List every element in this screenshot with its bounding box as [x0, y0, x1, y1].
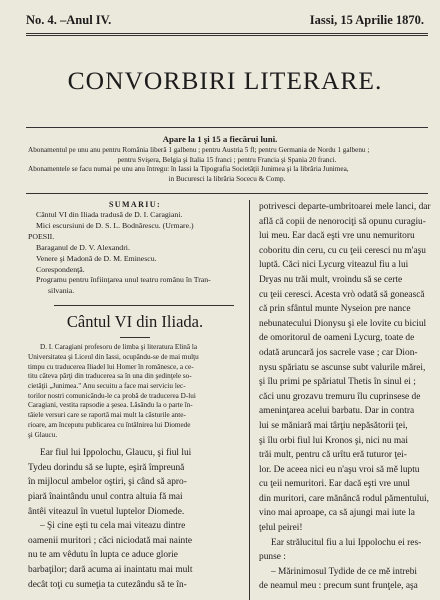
intro-line: şi Glaucu. — [28, 430, 58, 439]
body-line: că prin sfântul munte Nyseion pre nance — [259, 304, 411, 315]
subscription-line: Abonamentul pe unu anu pentru România liberă 1 galbenu ; pentru Austria 5 fl; pentru Germania de Nordu 1 galbenu ; — [28, 146, 370, 154]
publication-notice: Apare la 1 şi 15 a fiecărui luni. — [162, 134, 278, 144]
subscription-info — [28, 146, 426, 184]
body-line: decât toţi cu sumeţia ta cutezându să te în- — [28, 579, 187, 590]
summary-heading: SUMARIU: — [108, 200, 162, 209]
intro-line: cietăţii „Junimea." Anu secuitu a face mai serviciu lec- — [28, 382, 186, 391]
body-line: luptă. Căci nici Lycurg viteazul fiu a lui — [259, 260, 409, 271]
summary-item: Baraganul de D. V. Alexandri. — [36, 242, 130, 252]
body-line: coboritu din ceru, cu cu ţeii ceresci nu m'aşu — [259, 245, 426, 256]
body-line: Dryas nu trăi mult, vroindu să se certe — [259, 274, 403, 285]
body-line: cu ţeii ceresci. Acesta vrò odată să gonească — [259, 289, 425, 300]
summary-list — [28, 210, 242, 297]
body-line: din muritori, care mănâncă rodul pămentului, — [259, 493, 429, 504]
summary-item: Programu pentru înfiinţarea unul teatru românu în Tran- — [36, 275, 211, 285]
body-line: – Mărinimosul Tydide de ce mě intrebi — [271, 566, 418, 577]
body-line: nebunatecului Dionysu şi ele lovite cu biciul — [259, 318, 427, 329]
intro-line: Caragiani, vestita rapsodie a şesea. Lăsându la o parte în- — [28, 401, 193, 410]
article-intro — [28, 343, 242, 440]
column-divider — [249, 200, 250, 600]
intro-line: timpu cu traducerea Iliadel lui Homer în românesce, a ce- — [28, 362, 194, 371]
body-line: Tydeu dorindu să se lupte, eşiră împreună — [28, 462, 185, 473]
journal-title: CONVORBIRI LITERARE. — [67, 66, 383, 95]
subscription-line: in Bucuresci la librăria Socecu & Comp. — [168, 174, 286, 183]
issue-number: No. 4. –Anul IV. — [26, 13, 112, 27]
summary-item: Cântul VI din Iliada tradusă de D. I. Caragiani. — [36, 210, 183, 219]
intro-line: Universitatea şi Liceul din Iassi, ocupându-se de mai mulţu — [28, 352, 199, 361]
body-line: potrivesci departe-umbritoarei mele lanci, dar — [259, 202, 431, 212]
body-line: lor. De aceea nici eu n'aşu vroi să mě luptu — [259, 464, 420, 475]
body-line: de omoritorul de oameni Lycurg, toate de — [259, 333, 415, 344]
body-line: punse : — [259, 552, 286, 563]
subscription-line: pentru Svişera, Belgia şi Italia 15 franci ; pentru Francia şi Spania 20 franci. — [117, 155, 337, 164]
body-line: ameninţarea acelui barbatu. Dar in contra — [259, 406, 415, 417]
article-heading: Cântul VI din Iliada. — [66, 312, 204, 332]
body-line: odată aruncară jos sacrele vase ; car Dion- — [259, 347, 418, 358]
article-body-right — [259, 200, 433, 594]
body-line: nysu spăriatu se ascunse subt valurile mărei, — [259, 362, 426, 373]
body-line: de neamul meu : precum sunt frunţele, aşa — [259, 581, 418, 592]
subscription-line: Abonamentele se facu numai pe unu anu întregu: în Iassi la Tipografia Societăţii Junimea şi la librăria Junimea, — [28, 165, 349, 174]
body-line: cu ţeii nemuritori. Ear dacă eşti vre unul — [259, 479, 410, 490]
body-line: trăi mult, pentru că urîtu eră tuturor ţei- — [259, 450, 407, 461]
body-line: lui meu. Ear dacă eşti vre unu nemuritoru — [259, 231, 415, 242]
body-line: nu te am vêdutu în lupta ce aduce glorie — [28, 550, 178, 561]
body-line: căci unu grozavu tremuru îlu cuprinsese de — [259, 391, 421, 402]
article-body-left — [28, 446, 242, 592]
intro-line: titu câteva părţi din traducerea sa în una din şedinţele so- — [28, 372, 192, 381]
header-rule — [26, 33, 428, 34]
body-line: Ear fiul lui Ippolochu, Glaucu, şi fiul lui — [40, 448, 192, 459]
summary-item: silvania. — [48, 286, 75, 296]
body-line: lui se măniară mai târţiu nepăsătorii ţei, — [259, 420, 408, 431]
left-column — [28, 200, 242, 592]
header-rule-double — [26, 35, 428, 36]
summary-item: Mici escursiuni de D. S. L. Bodnărescu. (Urmare.) — [36, 220, 194, 230]
summary-separator — [54, 305, 234, 306]
summary-item: Venere şi Madonă de D. M. Eminescu. — [36, 253, 157, 263]
masthead-bottom-rule — [26, 193, 428, 194]
body-line: ântêi viteazul în vuetul luptelor Diomede. — [28, 506, 185, 517]
heading-rule — [120, 337, 150, 338]
body-line: în mijlocul ambelor oştiri, şi când să apro- — [28, 477, 187, 488]
body-line: Ear strălucitul fiu a lui Ippolochu ei res- — [271, 537, 422, 548]
body-line: şi îlu orbi fiul lui Kronos şi, nici nu mai — [259, 435, 408, 446]
body-line: oamenii muritori ; căci niciodată mai nainte — [28, 535, 193, 546]
body-line: ţelul peirei! — [259, 523, 303, 534]
body-line: barbaţilor; dară acuma ai inaintatu mai mult — [28, 565, 193, 576]
intro-line: rioare, am începutu publicarea cu întâlnirea lui Diomede — [28, 420, 191, 429]
summary-item: Corespondenţă. — [36, 264, 85, 274]
issue-header — [26, 13, 424, 29]
body-line: vino mai aproape, ca să ajungi mai iute la — [259, 508, 415, 519]
right-column — [259, 200, 433, 594]
intro-line: torilor nostri comunicându-le ca probă de traducerea D-lui — [28, 391, 196, 400]
place-date: Iassi, 15 Aprilie 1870. — [309, 13, 424, 27]
body-line: află că copii de nenorociţi să opunu curagiu- — [259, 216, 426, 227]
title-rule — [26, 127, 428, 128]
body-line: şi îlu primi pe spăriatul Thetis în sinul ei ; — [259, 377, 416, 388]
body-line: piară înaintându unul contra altuia fă mai — [28, 492, 183, 503]
body-line: – Şi cine eşti tu cela mai viteazu dintre — [40, 521, 186, 532]
summary-section: POESII. — [28, 231, 55, 241]
intro-line: tâiele versuri care se raportă mai mult la câsturile ante- — [28, 411, 186, 420]
intro-line: D. I. Caragiani profesoru de limba şi literatura Elină la — [40, 343, 198, 352]
